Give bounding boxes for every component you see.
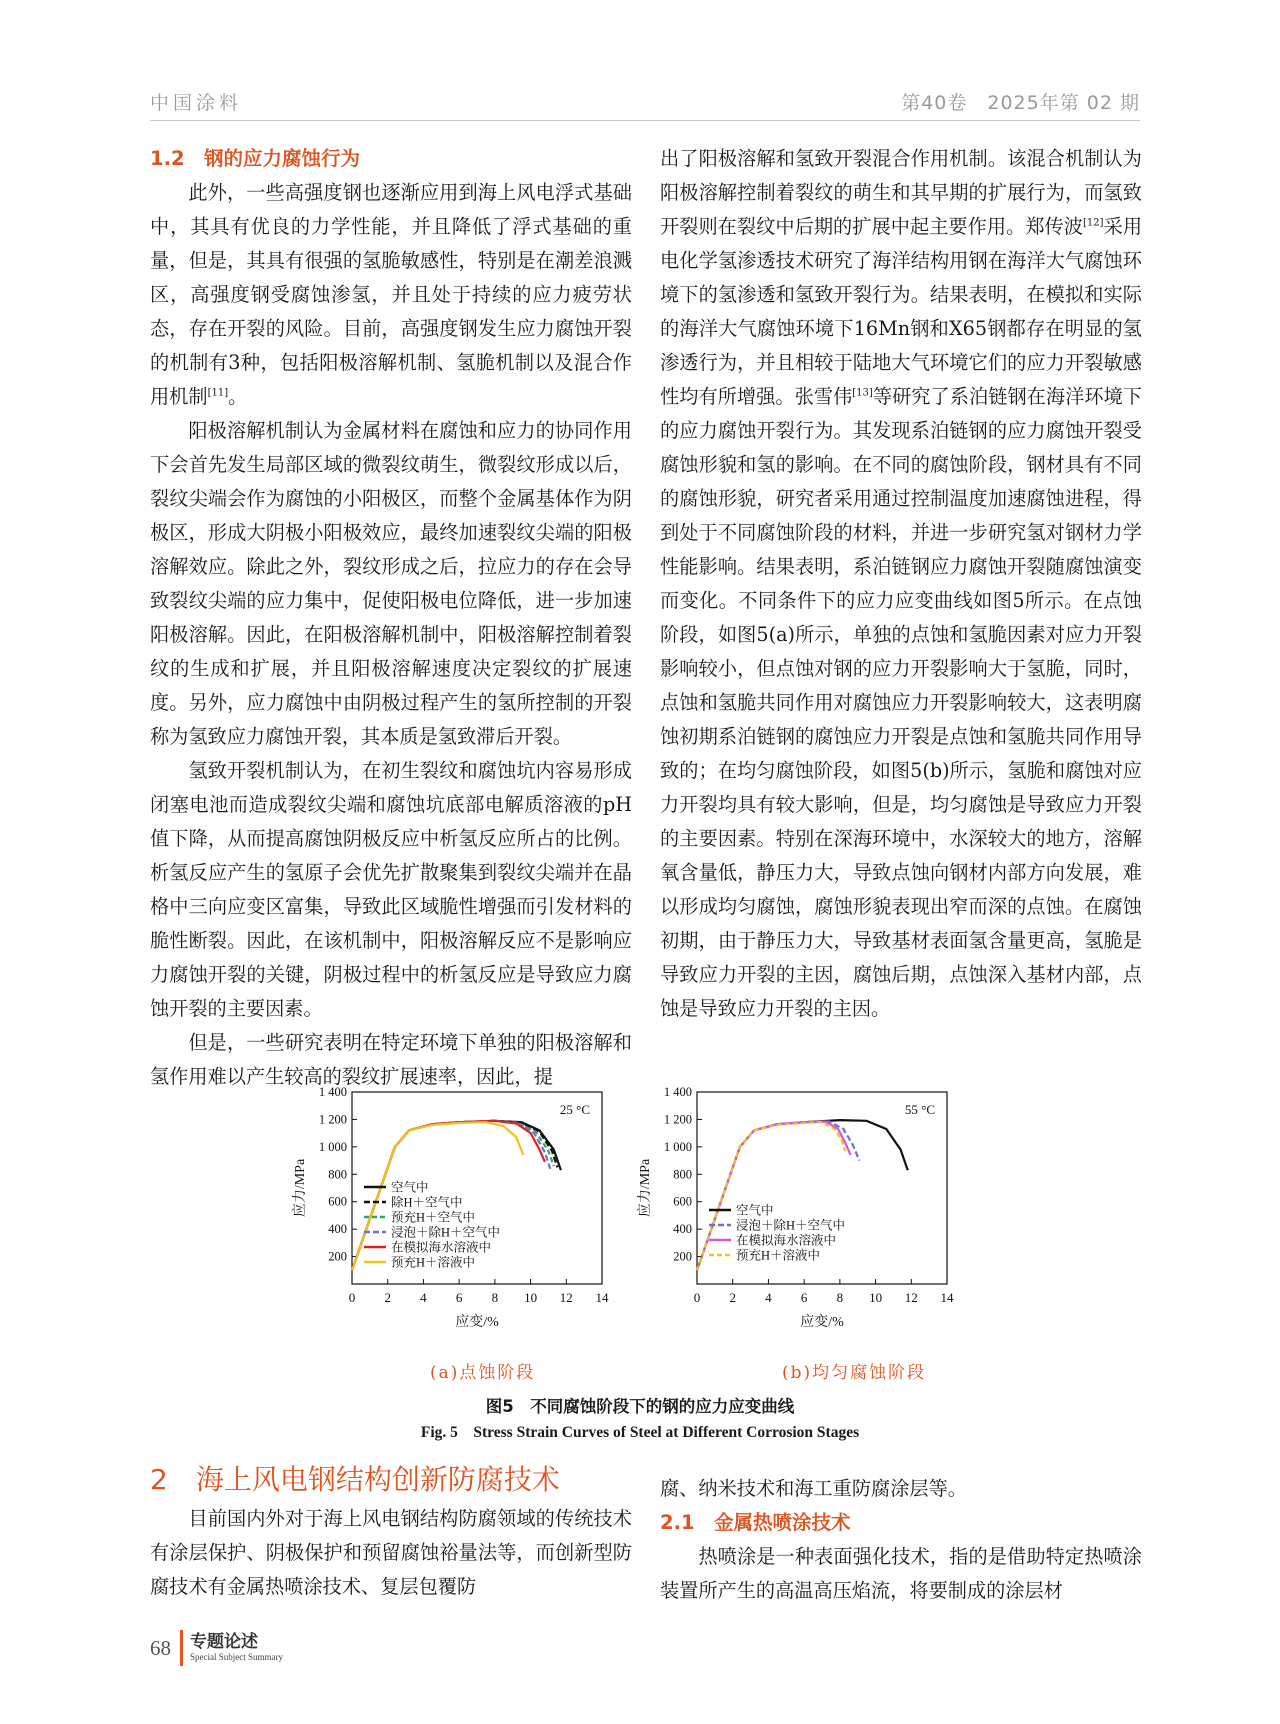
paragraph: 氢致开裂机制认为，在初生裂纹和腐蚀坑内容易形成闭塞电池而造成裂纹尖端和腐蚀坑底部电解质溶液的pH值下降，从而提高腐蚀阴极反应中析氢反应所占的比例。析氢反应产生的氢原子会优先扩散聚集到裂纹尖端并在晶格中三向应变区富集，导致此区域脆性增强而引发材料的脆性断裂。因此，在该机制中，阳极溶解反应不是影响应力腐蚀开裂的关键，阴极过程中的析氢反应是导致应力腐蚀开裂的主要因素。	[150, 759, 632, 1020]
y-tick-label: 1 200	[318, 1112, 347, 1127]
legend-entry: 在模拟海水溶液中	[736, 1233, 837, 1248]
section-heading-2: 2 海上风电钢结构创新防腐技术	[150, 1463, 560, 1496]
y-tick-label: 600	[328, 1194, 347, 1209]
citation: [11]	[207, 387, 229, 399]
x-tick-label: 0	[348, 1290, 356, 1305]
y-tick-label: 800	[673, 1167, 692, 1182]
legend-entry: 预充H＋溶液中	[736, 1248, 821, 1263]
y-tick-label: 1 400	[318, 1085, 347, 1099]
legend-entry: 预充H＋空气中	[391, 1210, 476, 1225]
y-tick-label: 200	[673, 1249, 692, 1264]
x-tick-label: 4	[420, 1290, 427, 1305]
x-tick-label: 10	[524, 1290, 538, 1305]
citation: [13]	[852, 387, 873, 399]
x-tick-label: 8	[836, 1290, 844, 1305]
issue-info: 第40卷 2025年第 02 期	[901, 92, 1140, 114]
section2-right	[660, 1472, 1142, 1608]
y-tick-label: 1 000	[318, 1139, 347, 1154]
y-tick-label: 400	[673, 1222, 692, 1237]
x-tick-label: 14	[595, 1290, 609, 1305]
x-tick-label: 8	[491, 1290, 499, 1305]
x-tick-label: 6	[800, 1290, 808, 1305]
section-heading-1-2: 1.2 钢的应力腐蚀行为	[150, 147, 361, 170]
legend-entry: 空气中	[736, 1203, 774, 1218]
y-tick-label: 1 400	[663, 1085, 692, 1099]
x-tick-label: 10	[869, 1290, 883, 1305]
x-tick-label: 0	[693, 1290, 701, 1305]
subfigure-label-a: (a)点蚀阶段	[430, 1363, 536, 1383]
section2-left	[150, 1458, 632, 1604]
y-axis-label: 应力/MPa	[293, 1158, 308, 1218]
x-tick-label: 2	[729, 1290, 736, 1305]
journal-name: 中国涂料	[150, 92, 243, 114]
y-axis-label: 应力/MPa	[638, 1158, 653, 1218]
y-tick-label: 400	[328, 1222, 347, 1237]
header-rule	[150, 120, 1140, 121]
legend-entry: 浸泡＋除H＋空气中	[736, 1218, 846, 1233]
footer-section-cn: 专题论述	[190, 1632, 258, 1652]
running-header	[150, 88, 1140, 122]
right-column	[660, 142, 1142, 1026]
x-tick-label: 6	[455, 1290, 463, 1305]
chart-pitting-stage	[290, 1080, 640, 1370]
x-tick-label: 4	[765, 1290, 772, 1305]
y-tick-label: 600	[673, 1194, 692, 1209]
y-tick-label: 1 000	[663, 1139, 692, 1154]
paragraph: 出了阳极溶解和氢致开裂混合作用机制。该混合机制认为阳极溶解控制着裂纹的萌生和其早期的扩展行为，而氢致开裂则在裂纹中后期的扩展中起主要作用。郑传波[12]采用电化学氢渗透技术研究了海洋结构用钢在海洋大气腐蚀环境下的氢渗透和氢致开裂行为。结果表明，在模拟和实际的海洋大气腐蚀环境下16Mn钢和X65钢都存在明显的氢渗透行为，并且相较于陆地大气环境它们的应力开裂敏感性均有所增强。张雪伟[13]等研究了系泊链钢在海洋环境下的应力腐蚀开裂行为。其发现系泊链钢的应力腐蚀开裂受腐蚀形貌和氢的影响。在不同的腐蚀阶段，钢材具有不同的腐蚀形貌，研究者采用通过控制温度加速腐蚀进程，得到处于不同腐蚀阶段的材料，并进一步研究氢对钢材力学性能影响。结果表明，系泊链钢应力腐蚀开裂随腐蚀演变而变化。不同条件下的应力应变曲线如图5所示。在点蚀阶段，如图5(a)所示，单独的点蚀和氢脆因素对应力开裂影响较小，但点蚀对钢的应力开裂影响大于氢脆，同时，点蚀和氢脆共同作用对腐蚀应力开裂影响较大，这表明腐蚀初期系泊链钢的腐蚀应力开裂是点蚀和氢脆共同作用导致的；在均匀腐蚀阶段，如图5(b)所示，氢脆和腐蚀对应力开裂均具有较大影响，但是，均匀腐蚀是导致应力开裂的主要因素。特别在深海环境中，水深较大的地方，溶解氧含量低，静压力大，导致点蚀向钢材内部方向发展，难以形成均匀腐蚀，腐蚀形貌表现出窄而深的点蚀。在腐蚀初期，由于静压力大，导致基材表面氢含量更高，氢脆是导致应力开裂的主因，腐蚀后期，点蚀深入基材内部，点蚀是导致应力开裂的主因。	[660, 147, 1143, 1020]
x-tick-label: 2	[384, 1290, 391, 1305]
legend-entry: 除H＋空气中	[391, 1195, 463, 1210]
x-tick-label: 14	[940, 1290, 954, 1305]
legend-entry: 空气中	[391, 1180, 429, 1195]
footer-section-en: Special Subject Summary	[190, 1652, 283, 1662]
footer-accent-bar	[180, 1630, 183, 1666]
paragraph-continued: 腐、纳米技术和海工重防腐涂层等。	[660, 1477, 967, 1500]
paragraph: 但是，一些研究表明在特定环境下单独的阳极溶解和氢作用难以产生较高的裂纹扩展速率，因此，提	[150, 1031, 632, 1088]
temperature-label: 55 °C	[904, 1102, 935, 1117]
y-tick-label: 200	[328, 1249, 347, 1264]
paragraph: 目前国内外对于海上风电钢结构防腐领域的传统技术有涂层保护、阴极保护和预留腐蚀裕量法等，而创新型防腐技术有金属热喷涂技术、复层包覆防	[150, 1507, 632, 1598]
y-tick-label: 800	[328, 1167, 347, 1182]
paragraph: 热喷涂是一种表面强化技术，指的是借助特定热喷涂装置所产生的高温高压焰流，将要制成的涂层材	[660, 1545, 1142, 1602]
y-tick-label: 1 200	[663, 1112, 692, 1127]
legend-entry: 预充H＋溶液中	[391, 1255, 476, 1270]
legend-entry: 在模拟海水溶液中	[391, 1240, 492, 1255]
left-column	[150, 142, 632, 1094]
paragraph: 此外，一些高强度钢也逐渐应用到海上风电浮式基础中，其具有优良的力学性能，并且降低了浮式基础的重量，但是，其具有很强的氢脆敏感性，特别是在潮差浪溅区，高强度钢受腐蚀渗氢，并且处于持续的应力疲劳状态，存在开裂的风险。目前，高强度钢发生应力腐蚀开裂的机制有3种，包括阳极溶解机制、氢脆机制以及混合作用机制[11]。	[150, 181, 632, 408]
legend-entry: 浸泡＋除H＋空气中	[391, 1225, 501, 1240]
citation: [12]	[1083, 217, 1104, 229]
subfigure-label-b: (b)均匀腐蚀阶段	[782, 1363, 927, 1383]
x-axis-label: 应变/%	[800, 1315, 844, 1330]
section-heading-2-1: 2.1 金属热喷涂技术	[660, 1511, 851, 1534]
temperature-label: 25 °C	[559, 1102, 590, 1117]
paragraph: 阳极溶解机制认为金属材料在腐蚀和应力的协同作用下会首先发生局部区域的微裂纹萌生，微裂纹形成以后，裂纹尖端会作为腐蚀的小阳极区，而整个金属基体作为阴极区，形成大阴极小阳极效应，最终加速裂纹尖端的阳极溶解效应。除此之外，裂纹形成之后，拉应力的存在会导致裂纹尖端的应力集中，促使阳极电位降低，进一步加速阳极溶解。因此，在阳极溶解机制中，阳极溶解控制着裂纹的生成和扩展，并且阳极溶解速度决定裂纹的扩展速度。另外，应力腐蚀中由阴极过程产生的氢所控制的开裂称为氢致应力腐蚀开裂，其本质是氢致滞后开裂。	[150, 419, 632, 748]
figure-caption-cn: 图5 不同腐蚀阶段下的钢的应力应变曲线	[485, 1397, 795, 1416]
x-axis-label: 应变/%	[455, 1315, 499, 1330]
x-tick-label: 12	[904, 1290, 918, 1305]
page-number: 68	[150, 1636, 171, 1660]
figure-caption-en: Fig. 5 Stress Strain Curves of Steel at Different Corrosion Stages	[420, 1424, 860, 1441]
x-tick-label: 12	[559, 1290, 573, 1305]
chart-uniform-corrosion-stage	[635, 1080, 985, 1370]
